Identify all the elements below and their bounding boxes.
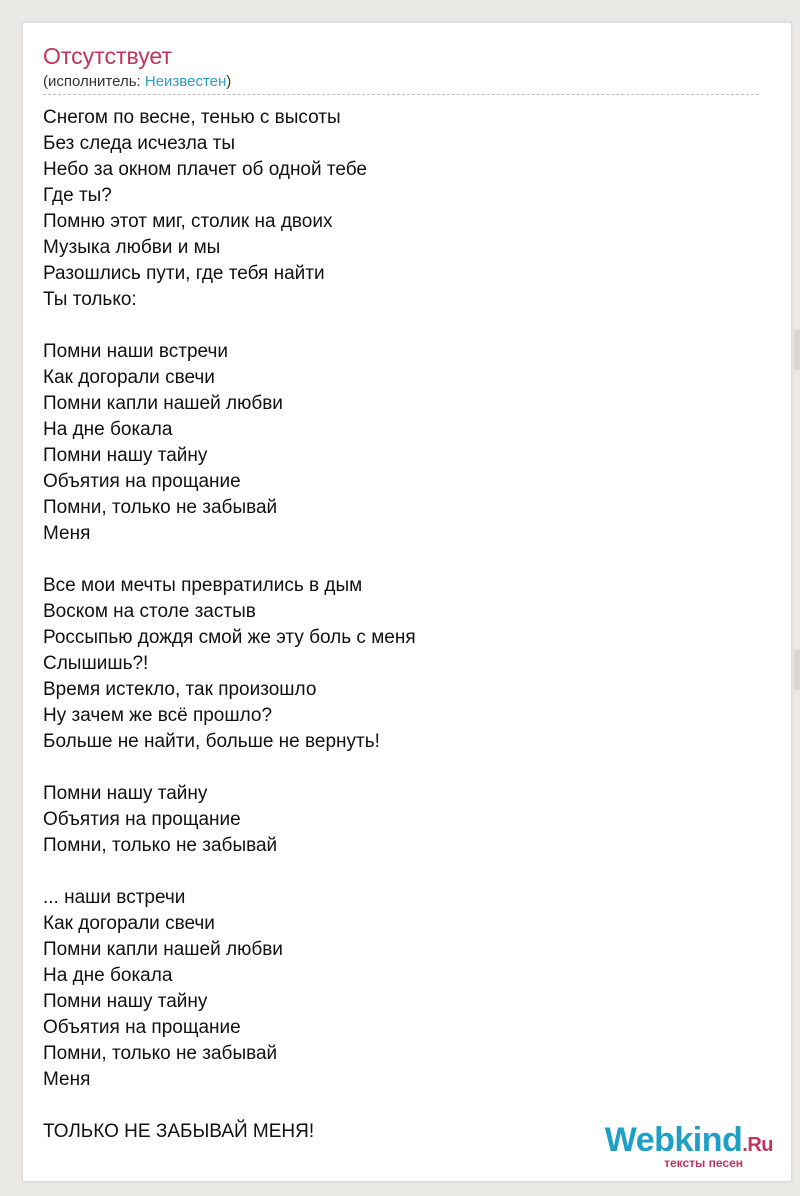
lyric-blank-line [43, 547, 743, 573]
lyric-line: Помни нашу тайну [43, 991, 208, 1012]
lyric-line: Ну зачем же всё прошло? [43, 705, 273, 726]
lyric-line: Помню этот миг, столик на двоих [43, 211, 333, 232]
lyric-line: Меня [43, 523, 91, 544]
edge-decoration [794, 650, 800, 690]
lyric-line: Где ты? [43, 185, 112, 206]
lyric-line: Снегом по весне, тенью с высоты [43, 107, 341, 128]
artist-prefix: (исполнитель: [43, 73, 145, 90]
lyric-line: Как догорали свечи [43, 913, 215, 934]
artist-name-link[interactable]: Неизвестен [144, 73, 227, 90]
lyric-line: Больше не найти, больше не вернуть! [43, 731, 380, 752]
lyric-line: Как догорали свечи [43, 367, 215, 388]
lyric-line: ТОЛЬКО НЕ ЗАБЫВАЙ МЕНЯ! [43, 1121, 315, 1142]
lyric-line: Небо за окном плачет об одной тебе [43, 159, 367, 180]
lyric-line: На дне бокала [43, 965, 173, 986]
lyric-line: Объятия на прощание [43, 471, 241, 492]
lyrics-text [43, 105, 743, 1145]
lyric-line: ... наши встречи [43, 887, 186, 908]
edge-decoration [794, 330, 800, 370]
logo-tld: .Ru [742, 1134, 773, 1156]
artist-line [43, 73, 231, 90]
lyric-line: Без следа исчезла ты [43, 133, 236, 154]
lyric-line: Объятия на прощание [43, 809, 241, 830]
artist-suffix: ) [226, 73, 232, 90]
logo-subtitle: тексты песен [664, 1156, 743, 1170]
lyric-line: Россыпью дождя смой же эту боль с меня [43, 627, 416, 648]
lyric-blank-line [43, 1093, 743, 1119]
title-divider [43, 94, 759, 95]
song-title: Отсутствует [43, 43, 172, 69]
lyric-line: Время истекло, так произошло [43, 679, 317, 700]
lyric-line: Ты только: [43, 289, 137, 310]
lyric-line: Музыка любви и мы [43, 237, 221, 258]
lyric-line: Меня [43, 1069, 91, 1090]
lyric-line: Помни нашу тайну [43, 445, 208, 466]
lyrics-sheet [22, 22, 792, 1182]
lyric-line: Разошлись пути, где тебя найти [43, 263, 325, 284]
site-logo[interactable] [573, 1121, 773, 1171]
logo-main-text: Webkind [604, 1121, 743, 1159]
lyric-blank-line [43, 755, 743, 781]
lyric-line: Слышишь?! [43, 653, 149, 674]
lyric-line: Помни, только не забывай [43, 835, 278, 856]
logo-wordmark [605, 1121, 773, 1160]
lyric-line: Помни, только не забывай [43, 497, 278, 518]
lyric-line: Воском на столе застыв [43, 601, 256, 622]
lyric-line: Помни капли нашей любви [43, 939, 283, 960]
lyric-line: Помни капли нашей любви [43, 393, 283, 414]
lyric-line: Объятия на прощание [43, 1017, 241, 1038]
lyric-blank-line [43, 313, 743, 339]
lyric-line: Все мои мечты превратились в дым [43, 575, 363, 596]
lyric-line: На дне бокала [43, 419, 173, 440]
lyric-blank-line [43, 859, 743, 885]
lyric-line: Помни нашу тайну [43, 783, 208, 804]
lyric-line: Помни, только не забывай [43, 1043, 278, 1064]
lyric-line: Помни наши встречи [43, 341, 228, 362]
